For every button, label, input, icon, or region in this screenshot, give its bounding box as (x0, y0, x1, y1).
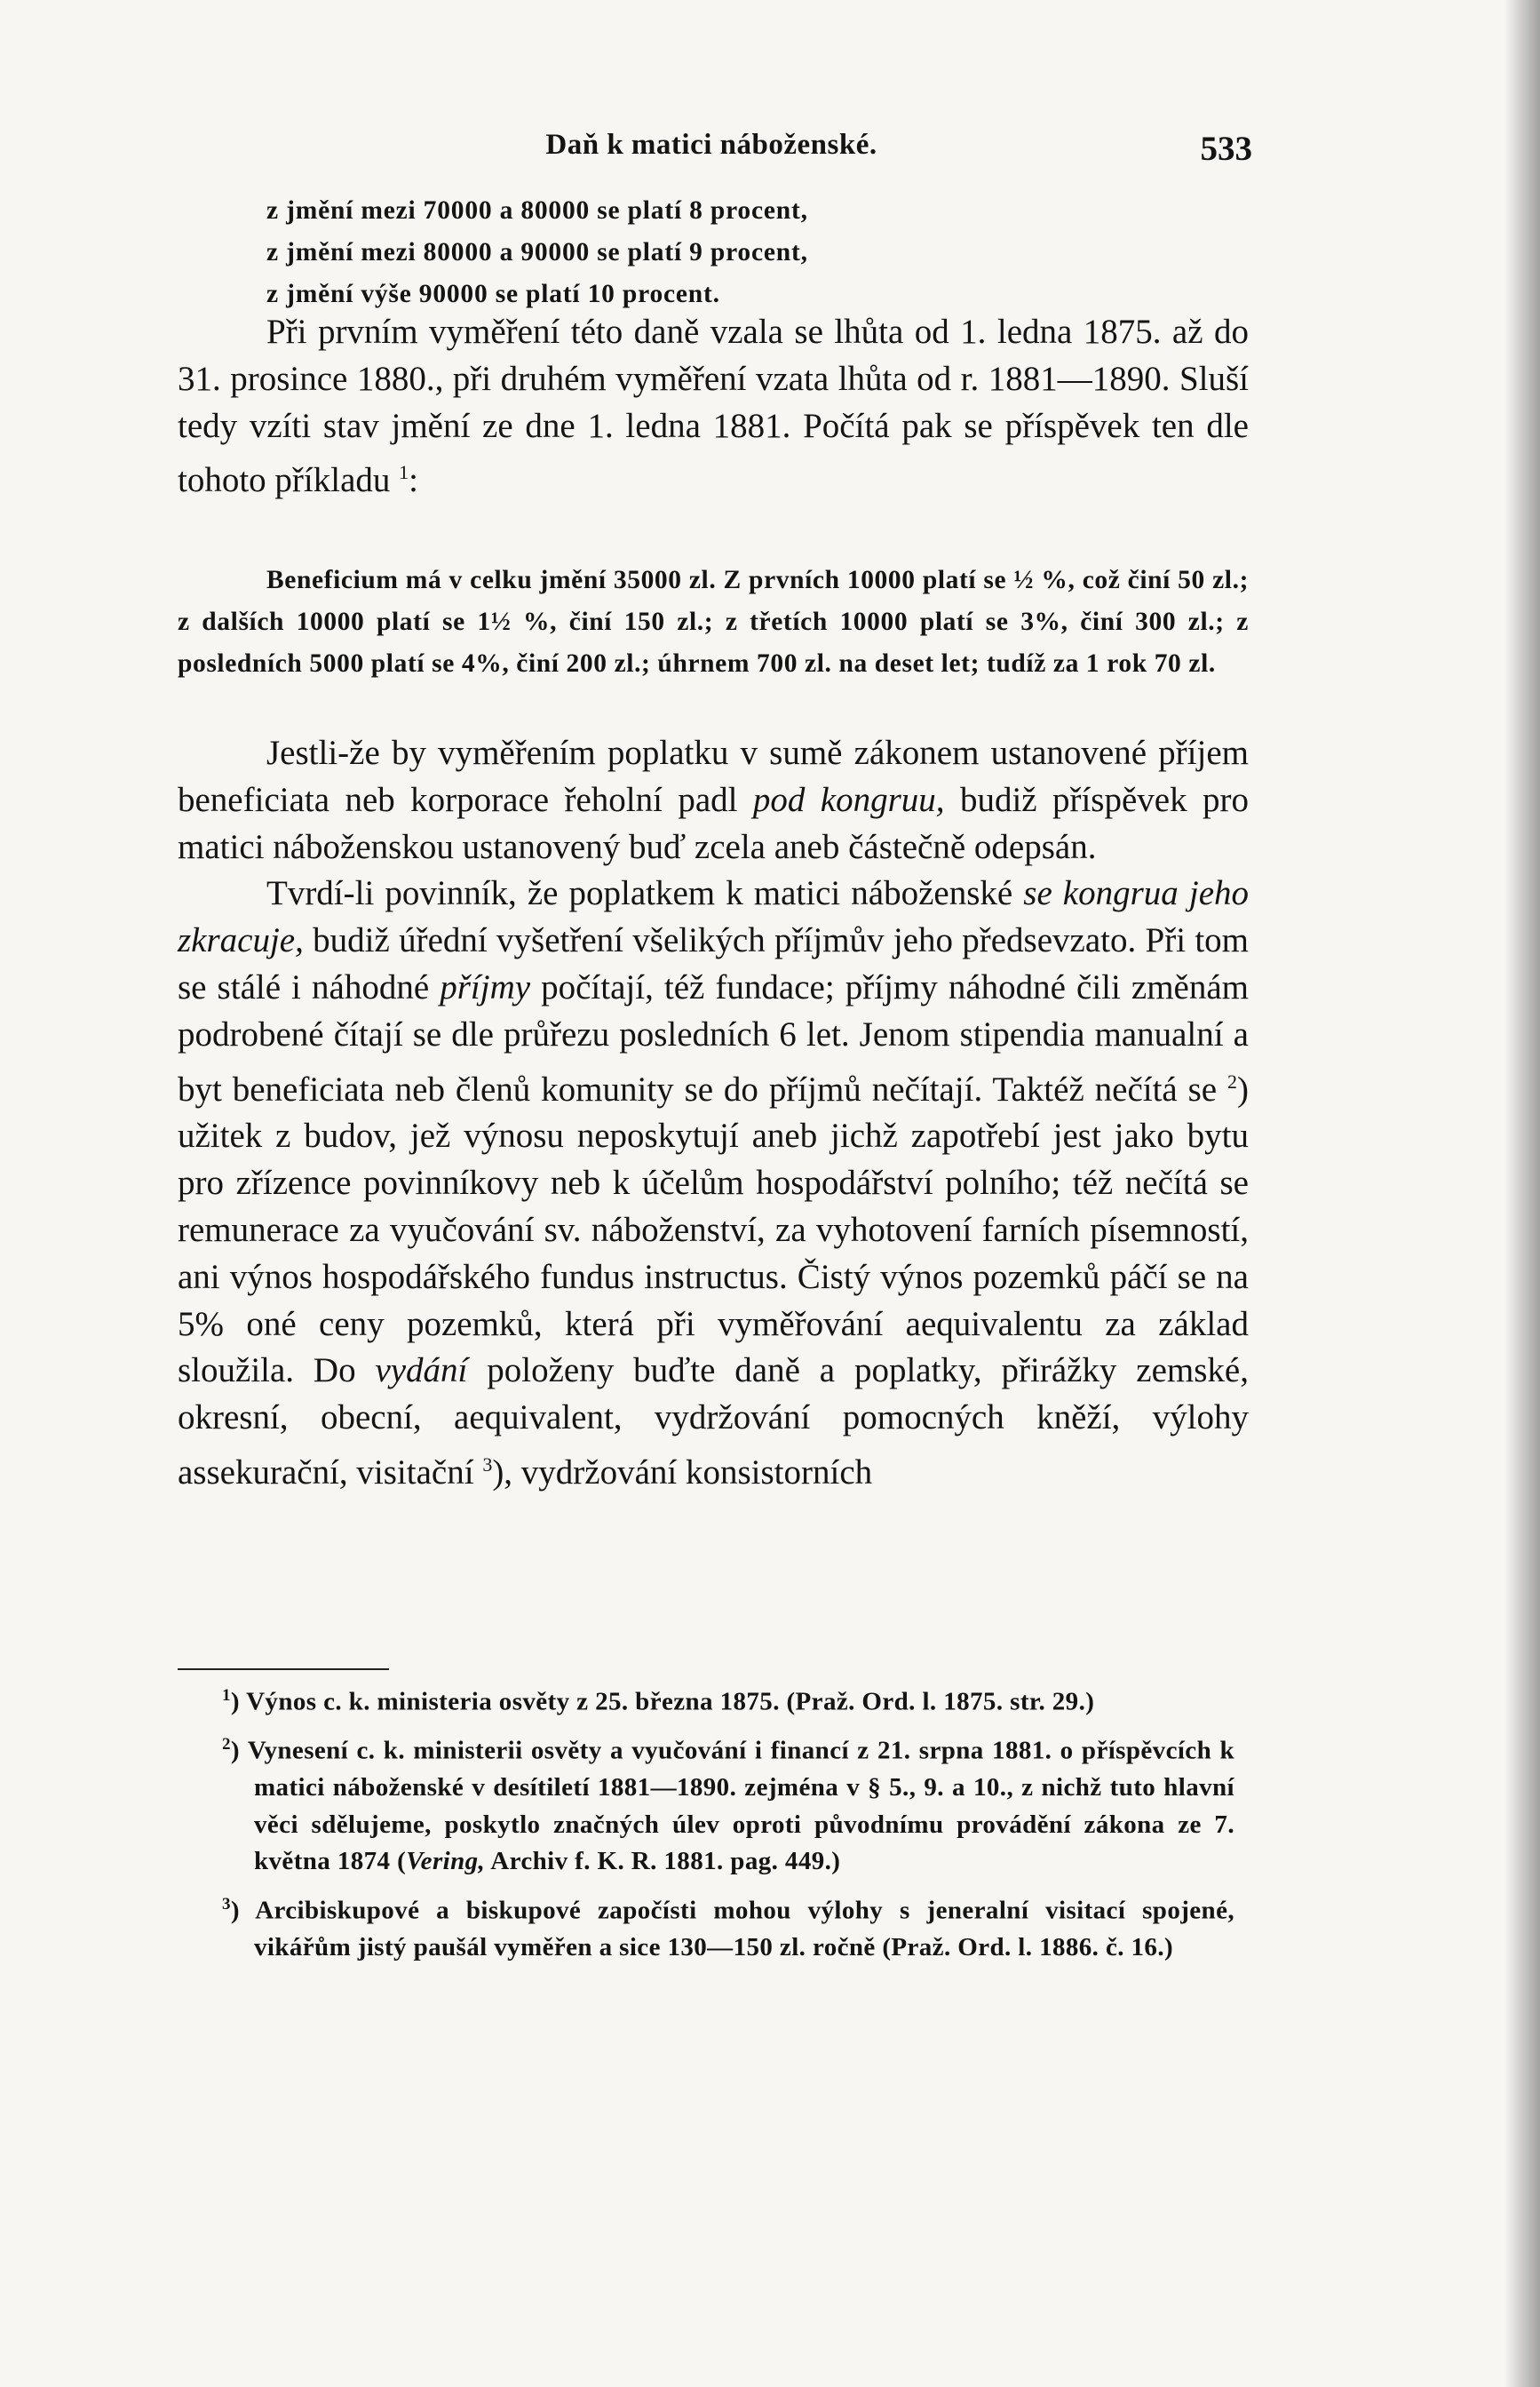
italic-text: pod kongruu, (752, 780, 945, 819)
paragraph-text: ) užitek z budov, jež výnosu neposkytují aneb jichž zapotřebí jest jako bytu pro zřízence povinníkovy neb k účelům hospodářství polního; též nečítá se remunerace za vyučování sv. náboženství, za vyhotovení farních písemností, ani výnos hospodářského fundus instructus. Čistý výnos pozemků páčí se na 5% oné ceny pozemků, která při vyměřování aequivalentu za základ sloužila. Do (178, 1070, 1250, 1390)
paragraph-text: : (409, 461, 418, 500)
paragraph-first-assessment (178, 309, 1249, 505)
footnote-3: $^3$) Arcibiskupové a biskupové započísti mohou výlohy s jeneralní visitací spojené, vikářům jistý paušál vyměřen a sice 130—150 zl. ročně (Praž. Ord. l. 1886. č. 16.) (222, 1894, 1234, 1961)
tax-rate-line: z jmění mezi 70000 a 80000 se platí 8 procent, (266, 196, 808, 225)
footnote-text: Arcibiskupové a biskupové započísti mohou výlohy s jeneralní visitací spojené, vikářům jistý paušál vyměřen a sice 130—150 zl. ročně (Praž. Ord. l. 1886. č. 16.) (254, 1896, 1234, 1961)
footnote-marker: 3 (222, 1894, 231, 1914)
paragraph-text: Při prvním vyměření této daně vzala se lhůta od 1. ledna 1875. až do 31. prosince 1880., při druhém vyměření vzata lhůta od r. 1881—1890. Sluší tedy vzíti stav jmění ze dne 1. ledna 1881. Počítá pak se příspěvek ten dle tohoto příkladu (178, 313, 1249, 500)
paragraph-text: počítají, též fundace; příjmy náhodné čili změnám podrobené čítají se dle průřezu posledních 6 let. Jenom stipendia manualní a byt beneficiata neb členů komunity se do příjmů nečítají. Taktéž nečítá se (178, 967, 1250, 1109)
paragraph-text: ), vydržování konsistorních (492, 1452, 873, 1492)
italic-text: Vering, (406, 1847, 486, 1876)
footnotes (222, 1677, 1234, 1971)
footnote-ref-1: 1 (399, 461, 409, 484)
example-text: Beneficium má v celku jmění 35000 zl. Z prvních 10000 platí se ½ %, což činí 50 zl.; z dalších 10000 platí se 1½ %, činí 150 zl.; z třetích 10000 platí se 3%, činí 300 zl.; z posledních 5000 platí se 4%, činí 200 zl.; úhrnem 700 zl. na deset let; tudíž za 1 rok 70 zl. (178, 566, 1249, 678)
page-edge-shadow (1504, 0, 1540, 2387)
footnote-1: $^1$) Výnos c. k. ministeria osvěty z 25. března 1875. (Praž. Ord. l. 1875. str. 29.) (222, 1686, 1095, 1716)
paragraph-text: Tvrdí-li povinník, že poplatkem k matici náboženské (266, 874, 1013, 913)
paragraph-kongrua-writeoff (178, 730, 1249, 871)
main-text (178, 730, 1249, 1497)
footnote-divider (178, 1668, 389, 1670)
page-number: 533 (1200, 130, 1252, 168)
example-calculation (178, 560, 1249, 685)
page-header (171, 129, 1252, 182)
footnote-text: Vynesení c. k. ministerii osvěty a vyučování i financí z 21. srpna 1881. o příspěvcích k matici náboženské v desítiletí 1881—1890. zejména v § 5., 9. a 10., z nichž tuto hlavní věci sdělujeme, poskytlo značných úlev oproti původnímu provádění zákona ze 7. května 1874 (247, 1736, 1234, 1876)
paragraph-text: Jestli-že by vyměřením poplatku v sumě zákonem ustanovené příjem beneficiata neb korporace řeholní padl (178, 734, 1249, 819)
tax-rate-line: z jmění mezi 80000 a 90000 se platí 9 procent, (266, 238, 808, 267)
footnote-marker: 1 (222, 1686, 231, 1705)
footnote-text: Výnos c. k. ministeria osvěty z 25. března 1875. (Praž. Ord. l. 1875. str. 29.) (246, 1687, 1095, 1716)
italic-text: vydání (375, 1351, 468, 1390)
paragraph-text: budiž úřední vyšetření všelikých příjmův jeho předsevzato. Při tom se stálé i náhodné (178, 921, 1250, 1007)
italic-text: se kongrua jeho zkracuje, (178, 874, 1250, 960)
footnote-2: $^2$) Vynesení c. k. ministerii osvěty a vyučování i financí z 21. srpna 1881. o příspěvcích k matici náboženské v desítiletí 1881—1890. zejména v § 5., 9. a 10., z nichž tuto hlavní věci sdělujeme, poskytlo značných úlev oproti původnímu provádění zákona ze 7. května 1874 (Vering, Archiv f. K. R. 1881. pag. 449.) (222, 1735, 1234, 1876)
paragraph-income-investigation (178, 871, 1249, 1496)
footnote-ref-2: 2 (1227, 1070, 1238, 1093)
footnote-text: Archiv f. K. R. 1881. pag. 449.) (490, 1847, 841, 1876)
paragraph-text: položeny buďte daně a poplatky, přirážky zemské, okresní, obecní, aequivalent, vydržování pomocných kněží, výlohy assekurační, visitační (178, 1351, 1249, 1492)
paragraph-text: budiž příspěvek pro matici náboženskou ustanovený buď zcela aneb částečně odepsán. (178, 780, 1249, 866)
tax-rate-line: z jmění výše 90000 se platí 10 procent. (266, 280, 720, 308)
running-title: Daň k matici náboženské. (545, 129, 877, 161)
footnote-marker: 2 (222, 1735, 231, 1754)
italic-text: příjmy (440, 967, 531, 1007)
footnote-ref-3: 3 (482, 1452, 493, 1476)
tax-rate-lines (266, 190, 1208, 315)
